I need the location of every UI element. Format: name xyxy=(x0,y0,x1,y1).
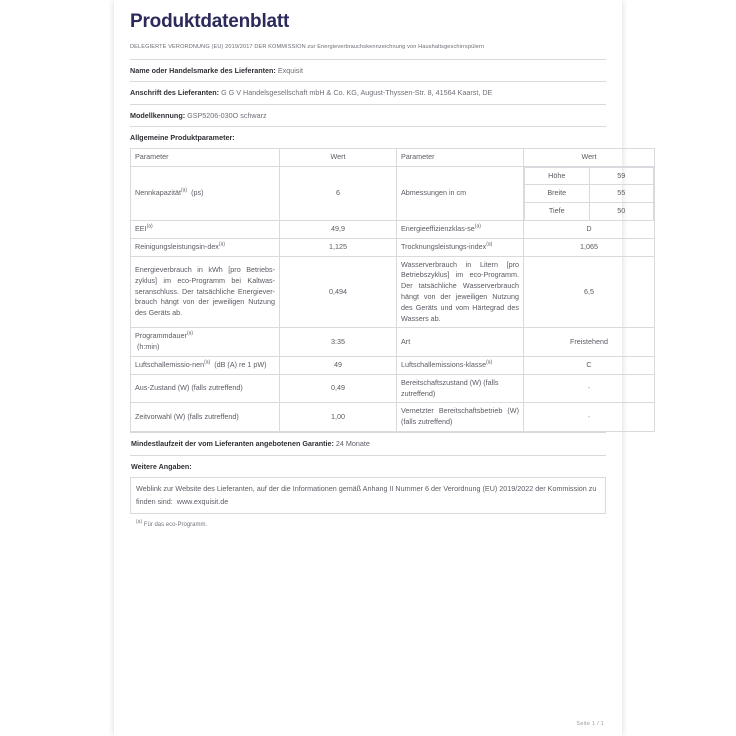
footnote-marker: (a) xyxy=(146,223,153,230)
table-row xyxy=(131,328,655,357)
row-delaystart-value: 1,00 xyxy=(280,403,397,432)
general-parameters-row xyxy=(130,126,606,148)
col-header-wert-1: Wert xyxy=(280,148,397,166)
table-row xyxy=(131,238,655,256)
row-type-value: Freistehend xyxy=(524,328,655,357)
weblink-text: Weblink zur Website des Lieferanten, auf der die Informationen gemäß Anhang II Nummer 6 der Verordnung (EU) 2019/2022 der Kommission zu finden sind: xyxy=(136,484,597,506)
warranty-label: Mindestlaufzeit der vom Lieferanten angebotenen Garantie: xyxy=(131,439,334,448)
supplier-address-label: Anschrift des Lieferanten: xyxy=(130,88,220,98)
dimension-row-width xyxy=(525,185,654,203)
footnote-marker: (a) xyxy=(136,519,143,526)
energyclass-label: Energieeffizienzklas-se xyxy=(401,224,475,234)
col-header-parameter-1: Parameter xyxy=(131,148,280,166)
row-delaystart-param: Zeitvorwahl (W) (falls zutreffend) xyxy=(131,403,280,432)
page-number: Seite 1 / 1 xyxy=(576,721,604,727)
col-header-wert-2: Wert xyxy=(524,148,655,166)
table-header-row xyxy=(131,148,655,166)
dimension-label-width: Breite xyxy=(525,185,590,203)
model-id-label: Modellkennung: xyxy=(130,110,186,120)
weblink-box xyxy=(130,477,606,514)
row-dimensions-value xyxy=(524,166,655,220)
row-energy-consumption-value: 0,494 xyxy=(280,256,397,328)
supplier-address-value: G G V Handelsgesellschaft mbH & Co. KG, August-Thyssen-Str. 8, 41564 Kaarst, DE xyxy=(221,88,493,98)
row-noiseclass-value: C xyxy=(524,357,655,375)
noise-label: Luftschallemissio-nen xyxy=(135,360,205,370)
row-standby-value: - xyxy=(524,374,655,403)
model-id-value: GSP5206-030O schwarz xyxy=(187,110,267,120)
dimensions-subtable xyxy=(524,167,654,220)
row-duration-value: 3:35 xyxy=(280,328,397,357)
footnote-marker: (a) xyxy=(474,223,481,230)
row-noiseclass-param xyxy=(397,357,524,375)
footnote-marker: (a) xyxy=(180,187,188,194)
row-cleaning-value: 1,125 xyxy=(280,238,397,256)
dimension-value-height: 59 xyxy=(589,167,654,185)
row-offmode-value: 0,49 xyxy=(280,374,397,403)
dimension-value-depth: 50 xyxy=(589,203,654,220)
model-id-row xyxy=(130,104,606,126)
dimension-row-height xyxy=(525,167,654,185)
footnote-marker: (a) xyxy=(186,331,194,338)
noise-unit: (dB (A) re 1 pW) xyxy=(214,360,267,370)
row-capacity-value: 6 xyxy=(280,166,397,220)
warranty-row xyxy=(130,432,606,455)
further-info-label: Weitere Angaben: xyxy=(131,461,192,471)
row-offmode-param: Aus-Zustand (W) (falls zutreffend) xyxy=(131,374,280,403)
row-drying-value: 1,065 xyxy=(524,238,655,256)
row-eei-value: 49,9 xyxy=(280,221,397,239)
general-parameters-label: Allgemeine Produktparameter: xyxy=(130,132,235,142)
table-row xyxy=(131,357,655,375)
table-row xyxy=(131,221,655,239)
row-dimensions-param: Abmessungen in cm xyxy=(397,166,524,220)
row-cleaning-param xyxy=(131,238,280,256)
noiseclass-label: Luftschallemissions-klasse xyxy=(401,360,487,370)
product-parameters-table xyxy=(130,148,655,432)
capacity-label: Nennkapazität xyxy=(135,187,181,197)
page-title: Produktdatenblatt xyxy=(130,11,290,32)
col-header-parameter-2: Parameter xyxy=(397,148,524,166)
warranty-value: 24 Monate xyxy=(335,439,370,448)
supplier-name-row xyxy=(130,59,606,81)
row-energyclass-value: D xyxy=(524,221,655,239)
footnote-eco-program xyxy=(130,514,606,529)
row-networkedstandby-value: - xyxy=(524,403,655,432)
row-energy-consumption-param: Energieverbrauch in kWh [pro Betriebszyklus] im eco-Programm bei Kaltwasseranschluss. Der tatsächliche Energieverbrauch hängt von der jeweiligen Nutzung des Geräts ab. xyxy=(131,256,280,328)
supplier-name-value: Exquisit xyxy=(277,66,303,76)
footnote-text: Für das eco-Programm. xyxy=(143,522,208,529)
row-water-consumption-value: 6,5 xyxy=(524,256,655,328)
drying-label: Trocknungsleistungs-index xyxy=(401,241,487,251)
dimension-row-depth xyxy=(525,203,654,220)
duration-unit: (h:min) xyxy=(137,342,160,352)
row-duration-param xyxy=(131,328,280,357)
dimension-label-height: Höhe xyxy=(525,167,590,185)
capacity-unit: (ps) xyxy=(191,187,204,197)
footnote-marker: (a) xyxy=(204,359,211,366)
table-row xyxy=(131,166,655,220)
row-type-param: Art xyxy=(397,328,524,357)
row-noise-value: 49 xyxy=(280,357,397,375)
duration-label: Programmdauer xyxy=(135,331,187,341)
table-row xyxy=(131,374,655,403)
regulation-subtitle: DELEGIERTE VERORDNUNG (EU) 2019/2017 DER KOMMISSION zur Energieverbrauchskennzeichnung von Haushaltsgeschirrspülern xyxy=(130,43,485,50)
supplier-address-row xyxy=(130,81,606,103)
eei-label: EEI xyxy=(135,224,147,234)
cleaning-label: Reinigungsleistungsin-dex xyxy=(135,241,219,251)
row-noise-param xyxy=(131,357,280,375)
dimension-label-depth: Tiefe xyxy=(525,203,590,220)
row-standby-param: Bereitschaftszustand (W) (falls zutreffend) xyxy=(397,374,524,403)
supplier-name-label: Name oder Handelsmarke des Lieferanten: xyxy=(130,66,276,76)
footnote-marker: (a) xyxy=(486,359,493,366)
row-energyclass-param xyxy=(397,221,524,239)
footnote-marker: (a) xyxy=(218,241,226,248)
table-row xyxy=(131,256,655,328)
further-info-row xyxy=(130,455,606,478)
row-networkedstandby-param: Vernetzter Bereitschaftsbetrieb (W) (falls zutreffend) xyxy=(397,403,524,432)
table-row xyxy=(131,403,655,432)
datasheet-sheet xyxy=(114,0,626,736)
weblink-url[interactable]: www.exquisit.de xyxy=(176,496,229,506)
row-drying-param xyxy=(397,238,524,256)
row-water-consumption-param: Wasserverbrauch in Litern [pro Betriebszyklus] im eco-Programm. Der tatsächliche Wasserverbrauch hängt von der jeweiligen Nutzung des Geräts und vom Härtegrad des Wassers ab. xyxy=(397,256,524,328)
footnote-marker: (a) xyxy=(486,241,493,248)
row-eei-param xyxy=(131,221,280,239)
row-capacity-param xyxy=(131,166,280,220)
dimension-value-width: 55 xyxy=(589,185,654,203)
